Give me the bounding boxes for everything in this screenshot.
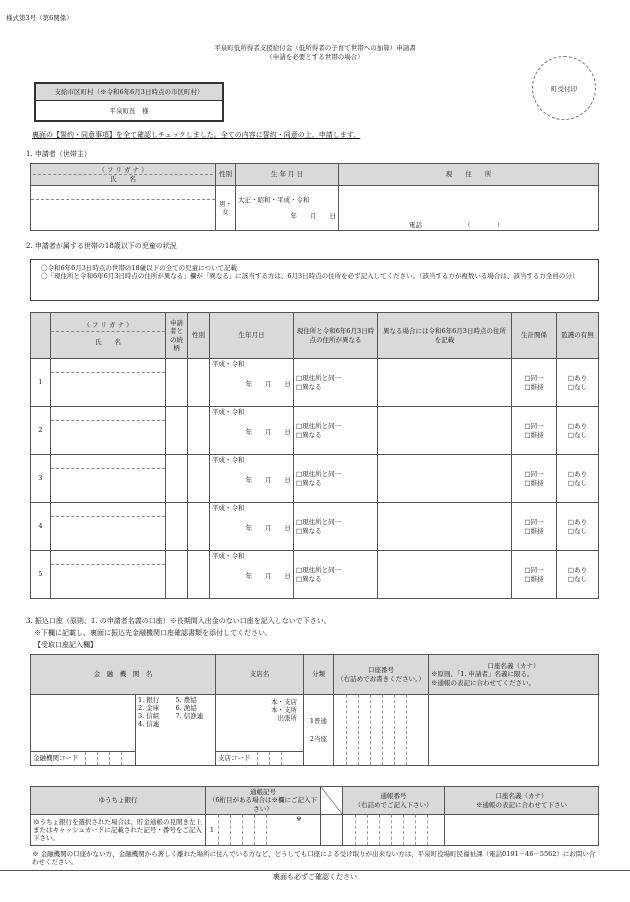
municipality-label: 支給市区町村（※令和6年6月3日時点の市区町村） — [36, 84, 222, 101]
bottom-rule — [0, 870, 630, 871]
diagonal-cell-2 — [321, 815, 343, 846]
child-birth-cell[interactable] — [210, 503, 294, 551]
child-birth-ymd: 年 月 日 — [245, 572, 291, 581]
yucho-desc: ゆうちょ銀行を選択された場合は、貯金通帳の見開き左上またはキャッシュカードに記載された記号・番号をご記入下さい。 — [31, 815, 206, 846]
custody-header: 監護の有無 — [557, 313, 599, 359]
custody-no-checkbox[interactable]: □なし — [567, 430, 588, 439]
yucho-holder-header — [445, 787, 599, 815]
child-addr-diff-cell[interactable] — [378, 407, 512, 455]
passbook-sym-header — [206, 787, 321, 815]
reception-stamp-label: 町受付印 — [551, 85, 577, 93]
custody-no-checkbox[interactable]: □なし — [567, 574, 588, 583]
sym-mark: ※ — [296, 815, 302, 823]
livelihood-maintain-checkbox[interactable]: □維持 — [524, 430, 544, 439]
branch-type-1: 本・支店 — [271, 698, 297, 706]
address-cell[interactable] — [339, 186, 599, 231]
phone-label: 電話 （ ） — [409, 220, 504, 229]
reception-stamp-circle — [532, 56, 596, 120]
title-line2: （申請を必要とする世帯の場合） — [266, 53, 364, 61]
child-relation-cell[interactable] — [166, 359, 188, 407]
addr-same-checkbox[interactable]: □現住所と同一 — [296, 374, 342, 383]
child-livelihood-cell[interactable] — [512, 455, 557, 503]
addr-same-checkbox[interactable]: □現住所と同一 — [296, 518, 342, 527]
furigana-label: （ フ リ ガ ナ ） — [33, 166, 213, 175]
bank-name-header: 金 融 機 関 名 — [31, 655, 216, 695]
section2-note1: 〇令和6年6月3日時点の世帯の18歳以下の全ての児童について記載 — [41, 264, 238, 272]
child-custody-cell[interactable] — [557, 407, 599, 455]
child-custody-cell[interactable] — [557, 359, 599, 407]
bank-type-6: 6. 漁協 — [175, 704, 197, 713]
child-addr-diff-cell[interactable] — [378, 551, 512, 599]
passbook-no-header — [343, 787, 445, 815]
branch-type-3: 出張所 — [277, 714, 297, 723]
child-custody-cell[interactable] — [557, 503, 599, 551]
branch-type-2: 本・支所 — [271, 706, 297, 715]
custody-yes-checkbox[interactable]: □あり — [567, 518, 588, 527]
branch-cell[interactable] — [216, 695, 304, 766]
child-addr-same-cell[interactable] — [294, 503, 378, 551]
addr-same-header: 現住所と令和6年6月3日時点の住所が異なる — [294, 313, 378, 359]
child-addr-diff-cell[interactable] — [378, 359, 512, 407]
custody-yes-checkbox[interactable]: □あり — [567, 374, 588, 383]
child-gender-cell[interactable] — [188, 455, 210, 503]
section2-notes — [30, 259, 599, 301]
acct-holder-note2: ※通帳の表記に合わせてください。 — [431, 678, 535, 687]
bank-type-3: 3. 信組 — [138, 712, 160, 721]
relation-header: 申請者との続柄 — [166, 313, 188, 359]
branch-name-header: 支店名 — [216, 655, 304, 695]
section1-heading: 1. 申請者（世帯主） — [26, 150, 91, 158]
form-number: 様式第3号（第6関係） — [6, 14, 73, 22]
acct-no-sub: （右詰めでお書きください。） — [337, 674, 425, 683]
child-birth-cell[interactable] — [210, 407, 294, 455]
gender-cell[interactable]: 男・女 — [216, 186, 236, 231]
municipality-value: 平泉町長 様 — [109, 107, 149, 115]
birth-header: 生 年 月 日 — [236, 164, 339, 186]
bank-type-4: 4. 信連 — [138, 720, 160, 729]
section2-heading: 2. 申請者が属する世帯の18歳以下の児童の状況 — [26, 242, 177, 250]
child-row-number: 5 — [31, 551, 51, 599]
child-birth-ymd: 年 月 日 — [245, 380, 291, 389]
passbook-no-cell[interactable] — [343, 815, 445, 846]
pledge-text: 裏面の【誓約・同意事項】を全て確認しチェックしました。全ての内容に誓約・同意の上、申請します。 — [32, 131, 361, 139]
child-relation-cell[interactable] — [166, 455, 188, 503]
acct-no-header — [334, 655, 429, 695]
bank-type-cell[interactable] — [136, 695, 216, 766]
child-birth-header: 生年月日 — [210, 313, 294, 359]
municipality-box — [34, 82, 224, 122]
section3-note: ※下欄に記載し、裏面に振込先金融機関口座確認書類を添付してください。 — [34, 629, 272, 637]
child-birth-cell[interactable] — [210, 551, 294, 599]
birth-cell[interactable] — [236, 186, 339, 231]
child-row-number: 3 — [31, 455, 51, 503]
child-name-cell[interactable] — [51, 503, 166, 551]
applicant-name-header — [31, 164, 216, 186]
child-row — [31, 455, 599, 503]
livelihood-maintain-checkbox[interactable]: □維持 — [524, 574, 544, 583]
acct-no-cell[interactable] — [334, 695, 429, 766]
passbook-sym-label: 通帳記号 — [250, 788, 276, 797]
custody-yes-checkbox[interactable]: □あり — [567, 422, 588, 431]
gender-header: 性別 — [216, 164, 236, 186]
child-row — [31, 359, 599, 407]
child-relation-cell[interactable] — [166, 407, 188, 455]
passbook-no-sub: （右詰めでご記入下さい） — [354, 800, 433, 809]
child-livelihood-cell[interactable] — [512, 359, 557, 407]
yucho-holder-label: 口座名義（カナ） — [495, 792, 548, 801]
applicant-table — [30, 163, 599, 231]
child-gender-header: 性別 — [188, 313, 210, 359]
applicant-name-cell[interactable] — [31, 186, 216, 231]
child-birth-cell[interactable] — [210, 359, 294, 407]
yucho-holder-note: ※通帳の表記に合わせて下さい — [476, 800, 567, 809]
child-livelihood-cell[interactable] — [512, 407, 557, 455]
acct-no-label: 口座番号 — [368, 666, 394, 675]
child-name-cell[interactable] — [51, 407, 166, 455]
bank-type-5: 5. 農協 — [175, 696, 197, 704]
child-custody-cell[interactable] — [557, 551, 599, 599]
custody-no-checkbox[interactable]: □なし — [567, 526, 588, 535]
child-birth-cell[interactable] — [210, 455, 294, 503]
child-addr-same-cell[interactable] — [294, 551, 378, 599]
child-addr-diff-cell[interactable] — [378, 455, 512, 503]
bank-code-label: 金融機関コード — [33, 754, 79, 763]
livelihood-same-checkbox[interactable]: □同一 — [524, 422, 544, 431]
child-row-number: 1 — [31, 359, 51, 407]
category-opt-2: 2当座 — [309, 735, 328, 743]
bank-name-cell[interactable] — [31, 695, 136, 766]
livelihood-maintain-checkbox[interactable]: □維持 — [524, 526, 544, 535]
livelihood-same-checkbox[interactable]: □同一 — [524, 518, 544, 527]
addr-same-checkbox[interactable]: □現住所と同一 — [296, 566, 342, 575]
child-birth-eras: 平成・令和 — [212, 360, 245, 368]
livelihood-same-checkbox[interactable]: □同一 — [524, 566, 544, 575]
passbook-sym-note: （6桁目がある場合は※欄にご記入下さい） — [208, 796, 318, 813]
child-name-cell[interactable] — [51, 455, 166, 503]
section3-bracket: 【受取口座記入欄】 — [34, 641, 97, 649]
custody-yes-checkbox[interactable]: □あり — [567, 470, 588, 479]
birth-eras: 大正・昭和・平成・令和 — [238, 195, 310, 204]
child-livelihood-cell[interactable] — [512, 551, 557, 599]
child-row — [31, 503, 599, 551]
child-addr-same-cell[interactable] — [294, 455, 378, 503]
livelihood-maintain-checkbox[interactable]: □維持 — [524, 478, 544, 487]
child-custody-cell[interactable] — [557, 455, 599, 503]
yucho-table — [30, 786, 599, 846]
child-gender-cell[interactable] — [188, 551, 210, 599]
livelihood-maintain-checkbox[interactable]: □維持 — [524, 382, 544, 391]
acct-holder-label: 口座名義（カナ） — [487, 662, 540, 671]
acct-holder-note: ※原則、「1. 申請者」名義に限る。 — [431, 670, 534, 679]
child-addr-diff-cell[interactable] — [378, 503, 512, 551]
custody-no-checkbox[interactable]: □なし — [567, 382, 588, 391]
children-table — [30, 312, 599, 598]
custody-no-checkbox[interactable]: □なし — [567, 478, 588, 487]
child-birth-eras: 平成・令和 — [212, 552, 245, 560]
addr-diff-checkbox[interactable]: □異なる — [296, 478, 322, 487]
addr-diff-checkbox[interactable]: □異なる — [296, 574, 322, 583]
child-furigana-label: （ フ リ ガ ナ ） — [51, 319, 165, 332]
diagonal-cell — [321, 787, 343, 815]
child-name-cell[interactable] — [51, 551, 166, 599]
footer-note: 裏面も必ずご確認ください — [273, 873, 357, 881]
child-relation-cell[interactable] — [166, 551, 188, 599]
category-cell[interactable] — [304, 695, 334, 766]
child-birth-eras: 平成・令和 — [212, 408, 245, 416]
child-birth-eras: 平成・令和 — [212, 504, 245, 512]
address-header: 現 住 所 — [339, 164, 599, 186]
name-label: 氏 名 — [110, 175, 136, 183]
child-relation-cell[interactable] — [166, 503, 188, 551]
addr-diff-checkbox[interactable]: □異なる — [296, 526, 322, 535]
bank-type-2: 2. 金庫 — [138, 704, 160, 713]
passbook-sym-cell[interactable] — [206, 815, 321, 846]
child-row — [31, 407, 599, 455]
child-gender-cell[interactable] — [188, 359, 210, 407]
category-opt-1: 1普通 — [309, 716, 328, 725]
child-gender-cell[interactable] — [188, 407, 210, 455]
branch-code-label: 支店コード — [218, 754, 251, 763]
passbook-no-label: 通帳番号 — [380, 792, 407, 801]
livelihood-header: 生計関係 — [512, 313, 557, 359]
footnote: ※ 金融機関の口座がない方、金融機関から著しく離れた場所に住んでいる方など、どうしても口座による受け取りが出来ない方は、平泉町役場町民福祉課（電話0191－46－5562）にお問い合わせください。 — [32, 850, 596, 867]
section2-note2: 〇「現住所と令和6年6月3日時点の住所が異なる」欄が「異なる」に該当する方は、6月3日時点の住所を必ず記入してください。（該当する方が複数いる場合は、該当する方全員の分） — [41, 272, 579, 281]
yucho-header: ゆうちょ銀行 — [31, 787, 206, 815]
addr-diff-header: 異なる場合には令和6年6月3日時点の住所を記載 — [378, 313, 512, 359]
child-birth-ymd: 年 月 日 — [245, 476, 291, 485]
child-row-number: 4 — [31, 503, 51, 551]
child-addr-same-cell[interactable] — [294, 359, 378, 407]
addr-same-checkbox[interactable]: □現住所と同一 — [296, 422, 342, 431]
bank-type-1: 1. 銀行 — [138, 696, 160, 704]
bank-table — [30, 654, 599, 766]
child-birth-eras: 平成・令和 — [212, 456, 245, 464]
addr-diff-checkbox[interactable]: □異なる — [296, 430, 322, 439]
custody-yes-checkbox[interactable]: □あり — [567, 566, 588, 575]
section3-heading: 3. 振込口座（原則、1. の申請者名義の口座）※長期間入出金のない口座を記入しないで下さい。 — [26, 617, 331, 625]
birth-ymd: 年 月 日 — [290, 212, 336, 220]
child-livelihood-cell[interactable] — [512, 503, 557, 551]
livelihood-same-checkbox[interactable]: □同一 — [524, 470, 544, 479]
child-row-number: 2 — [31, 407, 51, 455]
child-name-header — [51, 313, 166, 359]
child-name-cell[interactable] — [51, 359, 166, 407]
bank-type-7: 7. 信漁連 — [175, 712, 204, 721]
acct-holder-header — [429, 655, 599, 695]
addr-same-checkbox[interactable]: □現住所と同一 — [296, 470, 342, 479]
title-line1: 平泉町低所得者支援給付金（低所得者の子育て世帯への加算）申請書 — [214, 44, 416, 52]
child-gender-cell[interactable] — [188, 503, 210, 551]
child-birth-ymd: 年 月 日 — [245, 428, 291, 437]
category-header: 分類 — [304, 655, 334, 695]
yucho-holder-cell[interactable] — [445, 815, 599, 846]
acct-holder-cell[interactable] — [429, 695, 599, 766]
sym-prefix: 1 — [209, 825, 215, 834]
addr-diff-checkbox[interactable]: □異なる — [296, 382, 322, 391]
child-addr-same-cell[interactable] — [294, 407, 378, 455]
child-birth-ymd: 年 月 日 — [245, 524, 291, 533]
child-row — [31, 551, 599, 599]
livelihood-same-checkbox[interactable]: □同一 — [524, 374, 544, 383]
child-name-label: 氏 名 — [95, 338, 121, 346]
